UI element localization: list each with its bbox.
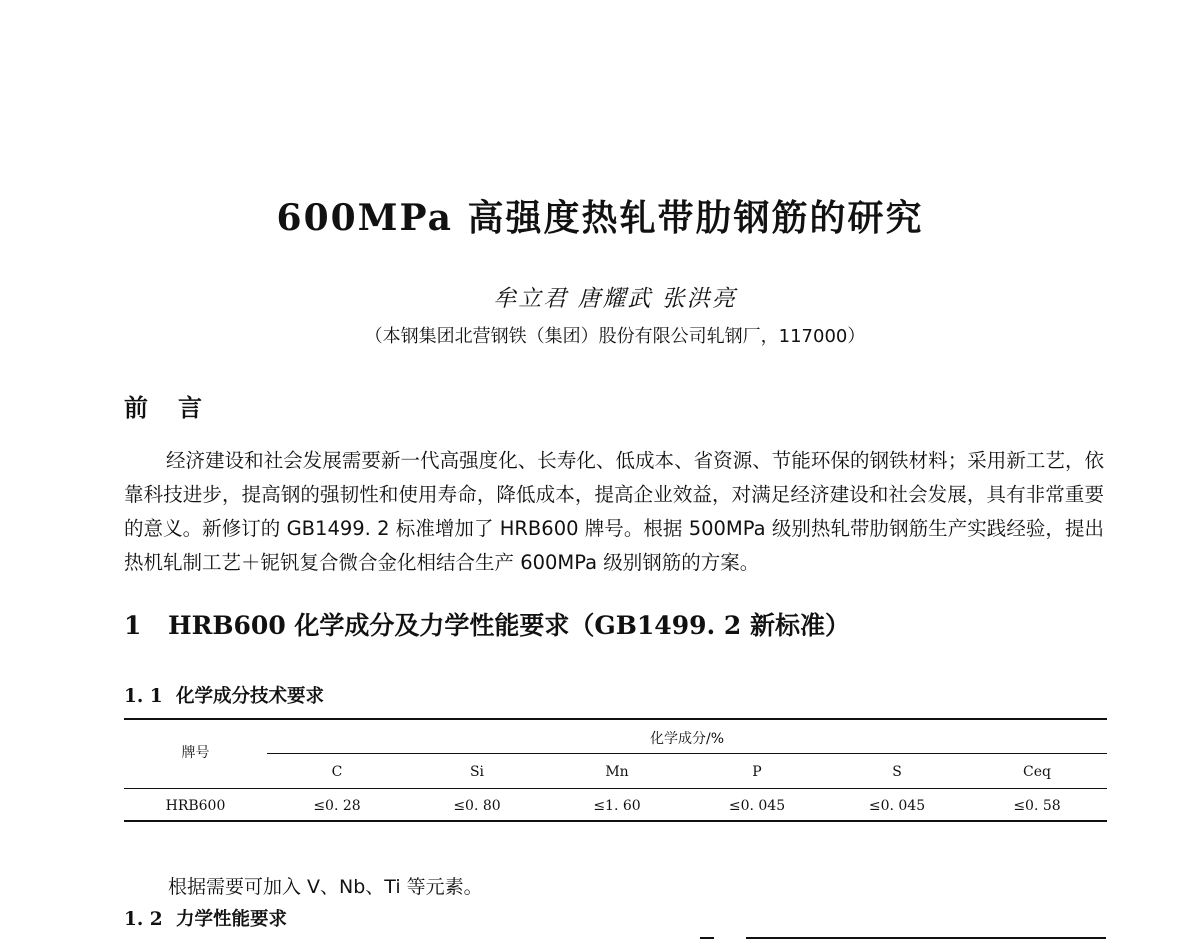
column-header: Si (469, 764, 485, 780)
paper-title: 600MPa 高强度热轧带肋钢筋的研究 (276, 197, 924, 239)
column-header: C (331, 764, 343, 780)
composition-header: 化学成分/% (649, 731, 725, 747)
author-affiliation: （本钢集团北营钢铁（集团）股份有限公司轧钢厂，117000） (364, 326, 866, 347)
table-cell: ≤1. 60 (593, 798, 641, 814)
author-list: 牟立君 唐耀武 张洪亮 (493, 286, 737, 312)
table-cell: ≤0. 045 (728, 798, 786, 814)
subsection-number: 1. 2 (124, 909, 163, 930)
table-cell: ≤0. 80 (453, 798, 501, 814)
next-table-rule-fragment (700, 937, 714, 939)
table-cell: ≤0. 58 (1013, 798, 1061, 814)
table-cell: ≤0. 045 (868, 798, 926, 814)
grade-header: 牌号 (181, 745, 210, 761)
column-header: P (752, 764, 762, 780)
subsection-1-2-heading (124, 905, 287, 931)
column-header: S (892, 764, 902, 780)
column-header: Mn (605, 764, 629, 780)
subsection-1-1-heading (124, 682, 324, 708)
table-group-rule (267, 753, 1107, 754)
table-bottom-rule (124, 820, 1107, 822)
table-top-rule (124, 718, 1107, 720)
next-table-rule (746, 937, 1106, 939)
table-cell: ≤0. 28 (313, 798, 361, 814)
preface-heading: 前言 (124, 394, 232, 422)
element-note: 根据需要可加入 V、Nb、Ti 等元素。 (168, 876, 483, 898)
subsection-title: 化学成分技术要求 (176, 686, 325, 707)
preface-text: 经济建设和社会发展需要新一代高强度化、长寿化、低成本、省资源、节能环保的钢铁材料；采用新工艺，依靠科技进步，提高钢的强韧性和使用寿命，降低成本，提高企业效益，对满足经济建设和社会发展，具有非常重要的意义。新修订的 GB1499. 2 标准增加了 HRB600 牌号。根据 500MPa 级别热轧带肋钢筋生产实践经验，提出热机轧制工艺＋铌钒复合微合金化相结合生产 600MPa 级别钢筋的方案。 (124, 449, 1104, 574)
table-cell-grade: HRB600 (165, 798, 226, 814)
preface-paragraph (124, 444, 1104, 580)
section-title: HRB600 化学成分及力学性能要求（GB1499. 2 新标准） (168, 611, 850, 640)
section-number: 1 (124, 611, 142, 640)
column-header: Ceq (1023, 764, 1051, 780)
section-1-heading (124, 606, 850, 642)
table-header-rule (124, 788, 1107, 789)
subsection-title: 力学性能要求 (176, 909, 288, 930)
subsection-number: 1. 1 (124, 686, 163, 707)
